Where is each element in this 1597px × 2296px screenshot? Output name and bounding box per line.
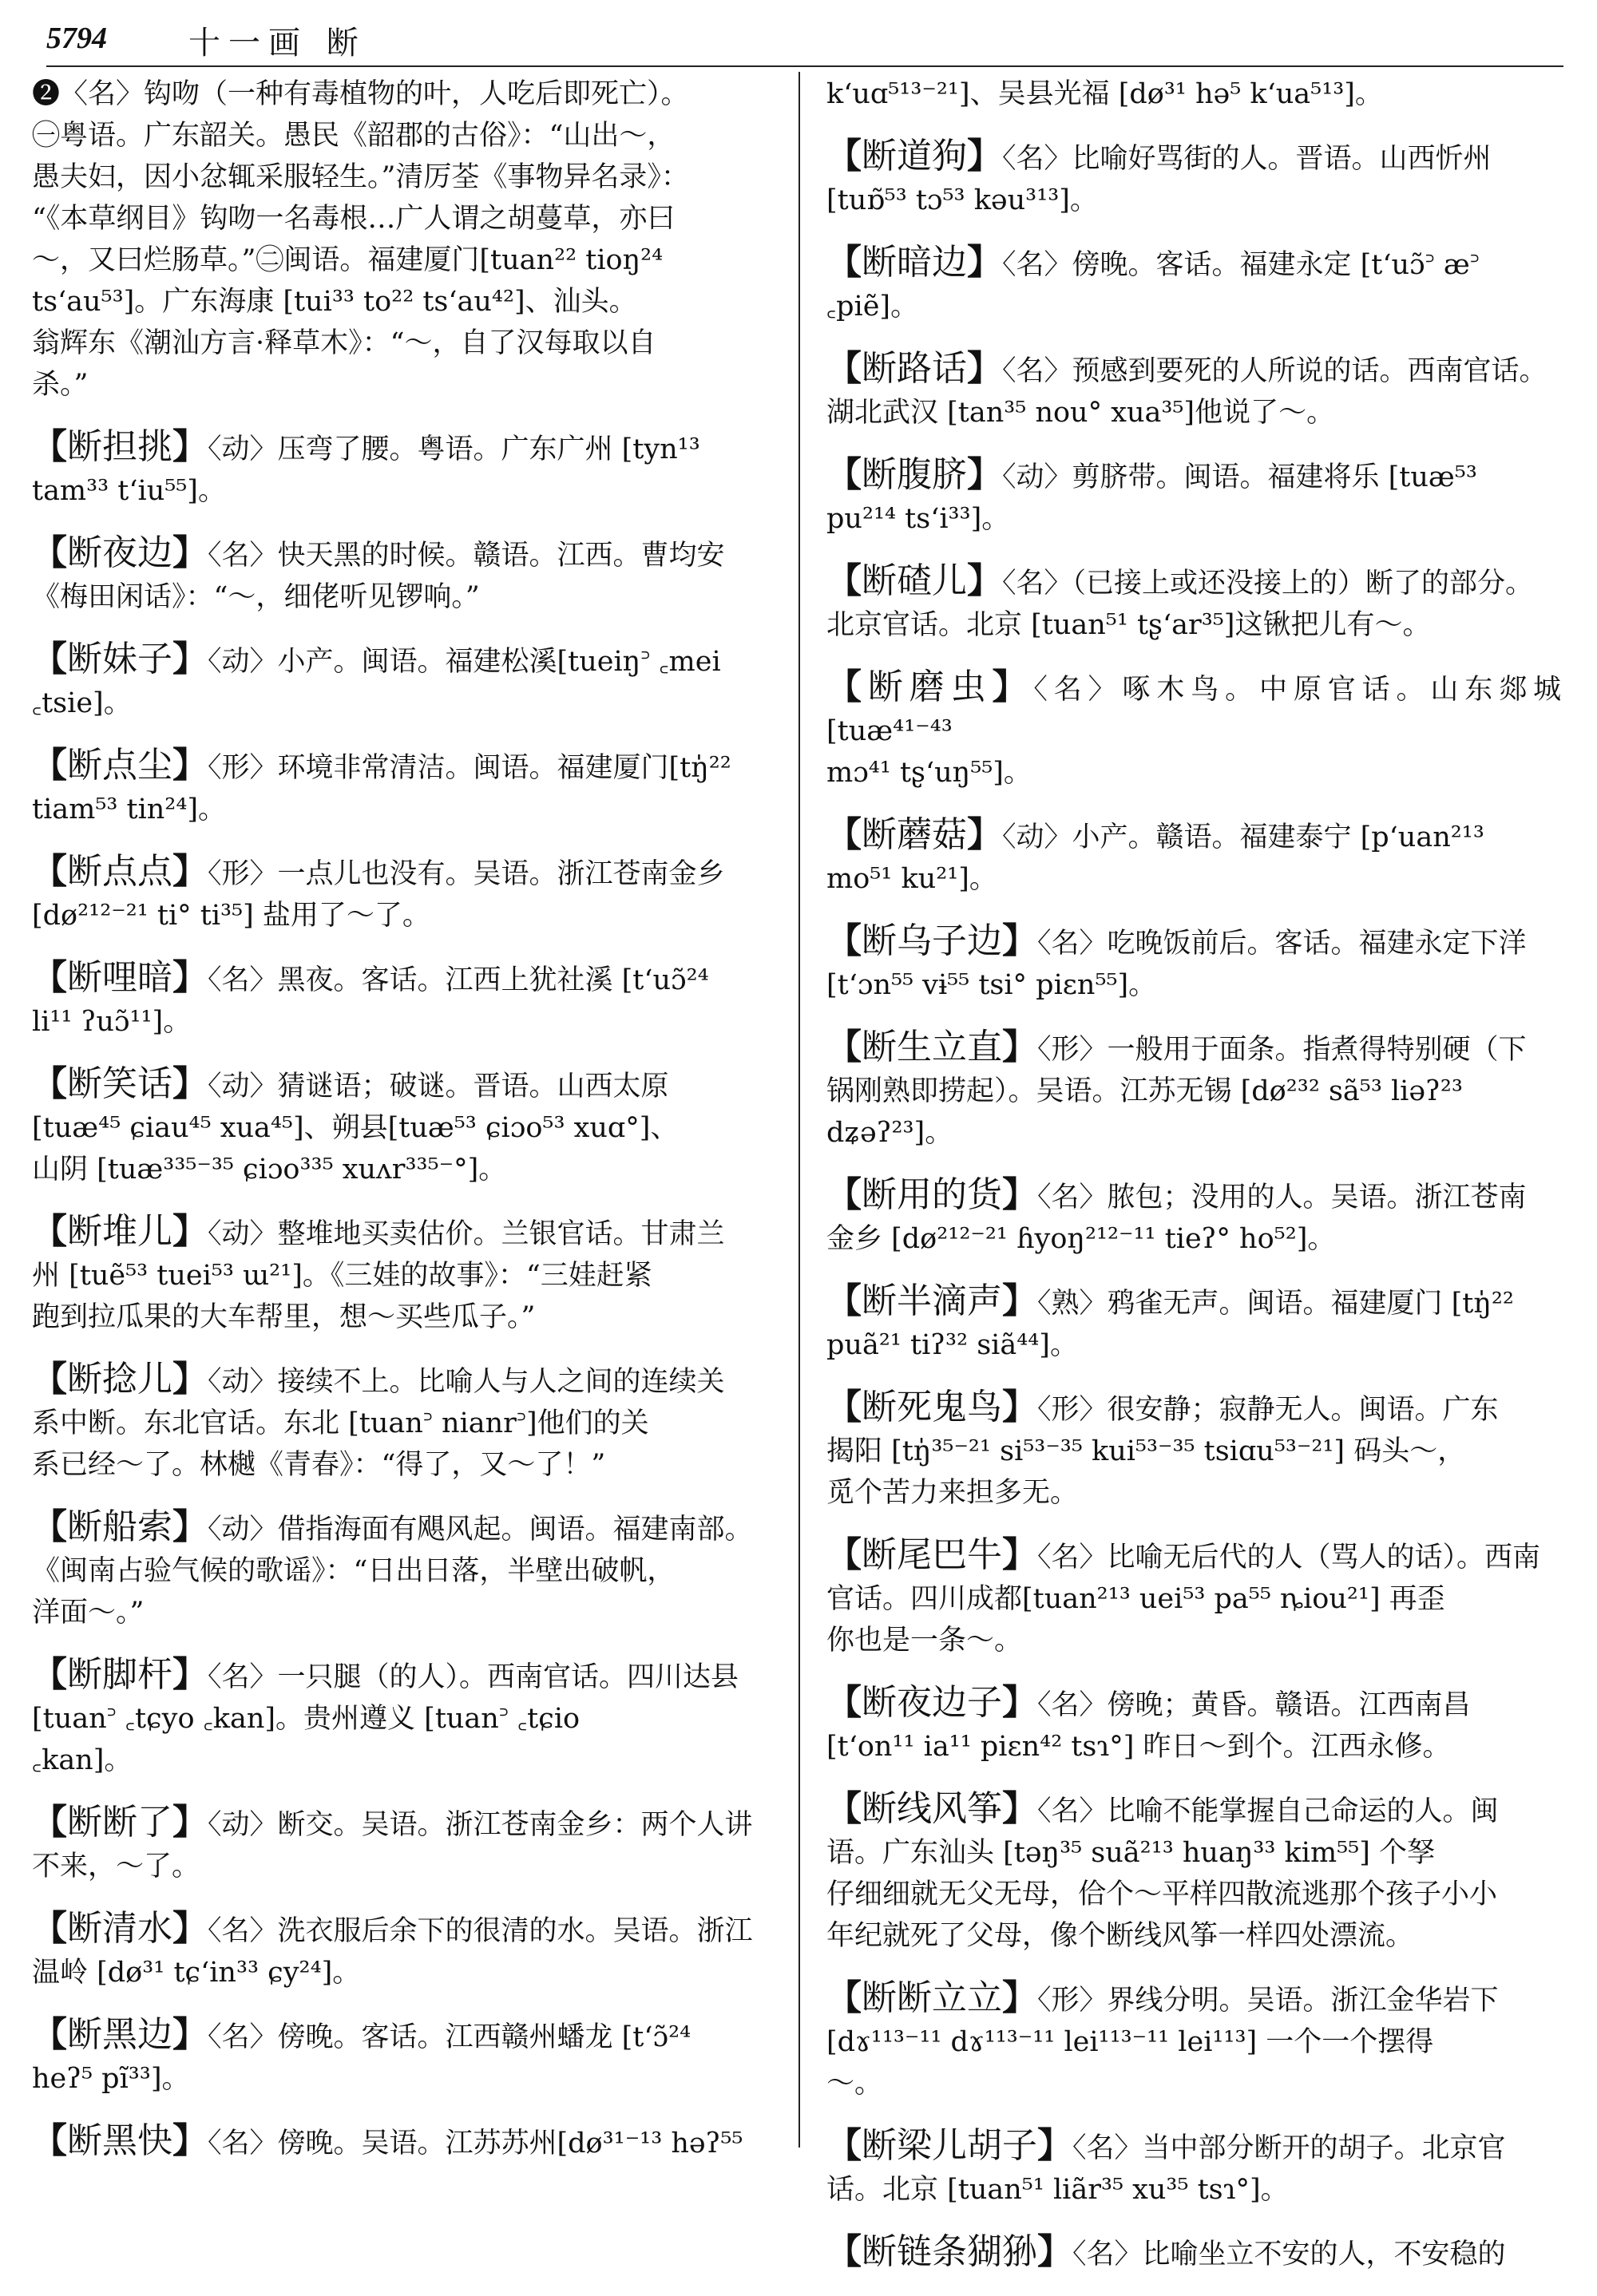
entry-text: 州 [tuẽ⁵³ tuei⁵³ ɯ²¹]。《三娃的故事》：“三娃赶紧 bbox=[32, 1260, 652, 1292]
headword-text: 断捻儿 bbox=[67, 1359, 172, 1399]
dictionary-entry bbox=[826, 1174, 1561, 1260]
entry-text: 金乡 [dø²¹²⁻²¹ ɦyoŋ²¹²⁻¹¹ tieʔ° ho⁵²]。 bbox=[826, 1223, 1336, 1255]
entry-line bbox=[826, 1281, 1561, 1324]
dictionary-entry bbox=[32, 1802, 767, 1887]
entry-text: 〈动〉小产。闽语。福建松溪[tueiŋ꜄ ꜀mei bbox=[208, 646, 721, 678]
headword: 【断尾巴牛】 bbox=[826, 1534, 1037, 1575]
entry-text: mɔ⁴¹ tʂ‘uŋ⁵⁵]。 bbox=[826, 757, 1032, 789]
entry-line bbox=[32, 1698, 767, 1740]
entry-line bbox=[32, 1952, 767, 1993]
headword-text: 断夜边 bbox=[67, 532, 172, 573]
entry-text: 山阴 [tuæ³³⁵⁻³⁵ ɕiɔo³³⁵ xuʌr³³⁵⁻°]。 bbox=[32, 1154, 507, 1186]
headword-text: 断担挑 bbox=[67, 426, 172, 467]
entry-text: 锅刚熟即捞起）。吴语。江苏无锡 [dø²³² sã⁵³ liəʔ²³ bbox=[826, 1075, 1463, 1107]
entry-line bbox=[32, 1654, 767, 1698]
headword: 【断道狗】 bbox=[826, 136, 1002, 176]
dictionary-entry bbox=[826, 73, 1561, 115]
entry-text: [tuan꜄ ꜀tɕyo ꜀kan]。贵州遵义 [tuan꜄ ꜀tɕio bbox=[32, 1703, 581, 1735]
entry-line bbox=[32, 1255, 767, 1296]
headword: 【断笑话】 bbox=[32, 1063, 208, 1104]
entry-text: ꜀kan]。 bbox=[32, 1744, 133, 1776]
entry-line bbox=[826, 1027, 1561, 1071]
entry-text: pu²¹⁴ ts‘i³³]。 bbox=[826, 503, 1010, 535]
dictionary-entry bbox=[826, 667, 1561, 794]
headword-text: 断笑话 bbox=[67, 1063, 172, 1104]
dictionary-entry bbox=[826, 1387, 1561, 1514]
entry-text: 洋面～。” bbox=[32, 1597, 145, 1629]
entry-line bbox=[32, 576, 767, 618]
headword: 【断断立立】 bbox=[826, 1977, 1037, 2018]
entry-line bbox=[826, 1534, 1561, 1578]
headword: 【断用的货】 bbox=[826, 1174, 1037, 1215]
dictionary-entry bbox=[32, 1506, 767, 1633]
headword-text: 断半滴声 bbox=[862, 1281, 1002, 1321]
dictionary-entry bbox=[32, 745, 767, 830]
headword-text: 断黑快 bbox=[67, 2120, 172, 2161]
dictionary-entry bbox=[32, 2120, 767, 2164]
entry-text: 翁辉东《潮汕方言·释草木》：“～，自了汉每取以自 bbox=[32, 327, 656, 359]
entry-text: 〈名〉傍晚。客话。江西赣州蟠龙 [t‘ɔ̃²⁴ bbox=[208, 2021, 692, 2053]
entry-line bbox=[32, 73, 767, 115]
dictionary-entry bbox=[826, 1281, 1561, 1366]
headword-text: 断用的货 bbox=[862, 1174, 1002, 1215]
dictionary-entry bbox=[32, 1908, 767, 1993]
entry-text: ㊀粤语。广东韶关。愚民《韶郡的古俗》：“山出～， bbox=[32, 120, 676, 152]
headword-text: 断暗边 bbox=[862, 242, 967, 283]
entry-line bbox=[32, 683, 767, 724]
headword: 【断堆儿】 bbox=[32, 1211, 208, 1252]
entry-line bbox=[32, 1550, 767, 1592]
headword-text: 断道狗 bbox=[862, 136, 967, 176]
entry-text: 你也是一条～。 bbox=[826, 1625, 1023, 1657]
dictionary-entry bbox=[826, 1788, 1561, 1957]
entry-line bbox=[32, 1063, 767, 1107]
entry-text: 揭阳 [tŋ̍³⁵⁻²¹ si⁵³⁻³⁵ kui⁵³⁻³⁵ tsiɑu⁵³⁻²¹] 码头～， bbox=[826, 1435, 1466, 1467]
entry-line bbox=[32, 1846, 767, 1887]
entry-text: 〈名〉比喻无后代的人（骂人的话）。西南 bbox=[1037, 1542, 1541, 1574]
entry-line bbox=[826, 1324, 1561, 1366]
dictionary-entry bbox=[826, 560, 1561, 646]
entry-text: 〈名〉快天黑的时候。赣语。江西。曹均安 bbox=[208, 540, 725, 572]
headword: 【断路话】 bbox=[826, 348, 1002, 389]
entry-line bbox=[826, 1431, 1561, 1472]
entry-line bbox=[826, 136, 1561, 180]
headword: 【断黑边】 bbox=[32, 2014, 208, 2055]
headword-text: 断死鬼鸟 bbox=[862, 1387, 1002, 1427]
entry-text: 跑到拉瓜果的大车帮里，想～买些瓜子。” bbox=[32, 1301, 536, 1333]
entry-line bbox=[826, 498, 1561, 540]
entry-line bbox=[32, 851, 767, 895]
entry-text: tam³³ t‘iu⁵⁵]。 bbox=[32, 475, 226, 507]
entry-text: ❷〈名〉钩吻（一种有毒植物的叶，人吃后即死亡）。 bbox=[32, 78, 689, 110]
dictionary-entry bbox=[32, 532, 767, 618]
entry-line bbox=[826, 348, 1561, 392]
entry-text: mo⁵¹ ku²¹]。 bbox=[826, 863, 997, 895]
entry-line bbox=[826, 1387, 1561, 1431]
headword-text: 断哩暗 bbox=[67, 957, 172, 998]
entry-text: 系已经～了。林樾《青春》：“得了，又～了！” bbox=[32, 1449, 606, 1481]
entry-text: 〈动〉剪脐带。闽语。福建将乐 [tuæ⁵³ bbox=[1002, 461, 1477, 493]
entry-line bbox=[32, 532, 767, 576]
entry-line bbox=[32, 281, 767, 323]
headword-text: 断堆儿 bbox=[67, 1211, 172, 1252]
dictionary-entry bbox=[826, 136, 1561, 221]
entry-line bbox=[826, 2021, 1561, 2063]
entry-text: 〈名〉傍晚。吴语。江苏苏州[dø³¹⁻¹³ həʔ⁵⁵ bbox=[208, 2128, 743, 2159]
entry-line bbox=[32, 1149, 767, 1190]
entry-line bbox=[826, 1620, 1561, 1661]
headword: 【断夜边】 bbox=[32, 532, 208, 573]
entry-text: “《本草纲目》钩吻一名毒根…广人谓之胡蔓草，亦曰 bbox=[32, 203, 676, 235]
entry-text: tiam⁵³ tin²⁴]。 bbox=[32, 794, 227, 825]
entry-text: 《闽南占验气候的歌谣》：“日出日落，半壁出破帆， bbox=[32, 1555, 676, 1587]
entry-text: [tuæ⁴⁵ ɕiau⁴⁵ xua⁴⁵]、朔县[tuæ⁵³ ɕiɔo⁵³ xuɑ°]、 bbox=[32, 1112, 679, 1144]
entry-line bbox=[826, 1112, 1561, 1154]
entry-text: 〈动〉猜谜语；破谜。晋语。山西太原 bbox=[208, 1071, 669, 1102]
entry-text: 〈熟〉鸦雀无声。闽语。福建厦门 [tŋ̍²² bbox=[1037, 1288, 1514, 1320]
entry-text: 不来，～了。 bbox=[32, 1851, 200, 1882]
entry-text: 〈动〉小产。赣语。福建泰宁 [p‘uan²¹³ bbox=[1002, 821, 1484, 853]
headword: 【断腹脐】 bbox=[826, 454, 1002, 495]
dictionary-entry bbox=[32, 639, 767, 724]
left-column bbox=[32, 73, 767, 2185]
entry-line bbox=[826, 2125, 1561, 2169]
entry-line bbox=[826, 858, 1561, 900]
entry-text: 温岭 [dø³¹ tɕ‘in³³ ɕy²⁴]。 bbox=[32, 1957, 361, 1989]
headword: 【断磨虫】 bbox=[826, 667, 1034, 707]
entry-line bbox=[826, 814, 1561, 858]
headword-text: 断生立直 bbox=[862, 1027, 1002, 1067]
entry-text: 〈名〉预感到要死的人所说的话。西南官话。 bbox=[1002, 355, 1547, 387]
entry-text: 〈名〉啄木鸟。中原官话。山东郯城[tuæ⁴¹⁻⁴³ bbox=[826, 674, 1561, 747]
entry-text: 〈形〉界线分明。吴语。浙江金华岩下 bbox=[1037, 1985, 1499, 2017]
entry-text: 〈动〉断交。吴语。浙江苍南金乡：两个人讲 bbox=[208, 1809, 753, 1841]
entry-line bbox=[32, 1107, 767, 1149]
entry-text: 〈名〉（已接上或还没接上的）断了的部分。 bbox=[1002, 568, 1534, 600]
dictionary-entry bbox=[32, 1063, 767, 1190]
entry-line bbox=[32, 957, 767, 1001]
headword-text: 断碴儿 bbox=[862, 560, 967, 601]
entry-text: [t‘on¹¹ ia¹¹ piɛn⁴² tsɿ°] 昨日～到个。江西永修。 bbox=[826, 1731, 1451, 1763]
entry-text: ꜀tsie]。 bbox=[32, 687, 132, 719]
entry-line bbox=[32, 1506, 767, 1550]
headword-text: 断妹子 bbox=[67, 639, 172, 679]
entry-line bbox=[826, 920, 1561, 964]
entry-text: [dø²¹²⁻²¹ ti° ti³⁵] 盐用了～了。 bbox=[32, 900, 430, 932]
entry-text: 〈名〉当中部分断开的胡子。北京官 bbox=[1072, 2132, 1506, 2164]
entry-text: k‘uɑ⁵¹³⁻²¹]、吴县光福 [dø³¹ hə⁵ k‘ua⁵¹³]。 bbox=[826, 78, 1383, 110]
headword: 【断暗边】 bbox=[826, 242, 1002, 283]
entry-line bbox=[826, 1174, 1561, 1218]
entry-line bbox=[826, 560, 1561, 604]
entry-line bbox=[32, 1001, 767, 1043]
page-header bbox=[46, 14, 1563, 62]
entry-text: 〈名〉一只腿（的人）。西南官话。四川达县 bbox=[208, 1661, 739, 1693]
entry-line bbox=[32, 789, 767, 830]
entry-text: ～。 bbox=[826, 2068, 883, 2100]
entry-text: 〈名〉脓包；没用的人。吴语。浙江苍南 bbox=[1037, 1182, 1527, 1213]
headword-text: 断点尘 bbox=[67, 745, 172, 786]
entry-text: 〈名〉吃晚饭前后。客话。福建永定下洋 bbox=[1037, 928, 1527, 960]
entry-line bbox=[32, 1908, 767, 1952]
headword: 【断线风筝】 bbox=[826, 1788, 1037, 1829]
entry-line bbox=[32, 198, 767, 239]
dictionary-entry bbox=[826, 348, 1561, 433]
entry-text: 《梅田闲话》：“～，细佬听见锣响。” bbox=[32, 581, 480, 613]
entry-text: [t‘ɔn⁵⁵ vɨ⁵⁵ tsi° piɛn⁵⁵]。 bbox=[826, 969, 1157, 1001]
entry-line bbox=[32, 426, 767, 470]
headword: 【断捻儿】 bbox=[32, 1359, 208, 1399]
entry-line bbox=[826, 2169, 1561, 2211]
headword-text: 断黑边 bbox=[67, 2014, 172, 2055]
entry-text: 〈名〉洗衣服后余下的很清的水。吴语。浙江 bbox=[208, 1915, 753, 1947]
page-number: 5794 bbox=[46, 22, 107, 55]
entry-line bbox=[826, 180, 1561, 221]
dictionary-entry bbox=[32, 2014, 767, 2100]
headword-text: 断点点 bbox=[67, 851, 172, 892]
entry-line bbox=[32, 1444, 767, 1486]
headword: 【断船索】 bbox=[32, 1506, 208, 1547]
entry-text: 〈形〉很安静；寂静无人。闽语。广东 bbox=[1037, 1394, 1499, 1426]
headword-text: 断断立立 bbox=[862, 1977, 1002, 2018]
headword-text: 断清水 bbox=[67, 1908, 172, 1949]
entry-text: 〈动〉压弯了腰。粤语。广东广州 [tyn¹³ bbox=[208, 433, 700, 465]
entry-line bbox=[826, 286, 1561, 327]
dictionary-entry bbox=[826, 2231, 1561, 2275]
headword: 【断点点】 bbox=[32, 851, 208, 892]
dictionary-entry bbox=[32, 957, 767, 1043]
dictionary-entry bbox=[32, 1654, 767, 1781]
entry-text: 觅个苦力来担多无。 bbox=[826, 1477, 1079, 1509]
entry-line bbox=[32, 1802, 767, 1846]
entry-line bbox=[826, 752, 1561, 794]
headword-text: 断梁儿胡子 bbox=[862, 2125, 1037, 2166]
entry-line bbox=[826, 604, 1561, 646]
entry-text: 〈名〉黑夜。客话。江西上犹社溪 [t‘uɔ̃²⁴ bbox=[208, 964, 709, 996]
section-title: 十一画 断 bbox=[188, 25, 367, 61]
entry-line bbox=[32, 2120, 767, 2164]
entry-line bbox=[32, 323, 767, 364]
entry-line bbox=[32, 639, 767, 683]
entry-line bbox=[826, 1071, 1561, 1112]
headword: 【断生立直】 bbox=[826, 1027, 1037, 1067]
entry-text: 〈形〉一般用于面条。指煮得特别硬（下 bbox=[1037, 1034, 1527, 1066]
entry-line bbox=[32, 1403, 767, 1444]
entry-text: 〈名〉傍晚。客话。福建永定 [t‘uɔ̃꜄ æ꜄ bbox=[1002, 249, 1480, 281]
headword-text: 断腹脐 bbox=[862, 454, 967, 495]
entry-line bbox=[32, 364, 767, 406]
headword-text: 断线风筝 bbox=[862, 1788, 1002, 1829]
entry-line bbox=[826, 1726, 1561, 1768]
headword: 【断碴儿】 bbox=[826, 560, 1002, 601]
entry-text: [dɤ¹¹³⁻¹¹ dɤ¹¹³⁻¹¹ lei¹¹³⁻¹¹ lei¹¹³] 一个一个摆得 bbox=[826, 2026, 1434, 2058]
dictionary-entry bbox=[826, 2125, 1561, 2211]
entry-line bbox=[826, 1578, 1561, 1620]
headword: 【断半滴声】 bbox=[826, 1281, 1037, 1321]
headword-text: 断断了 bbox=[67, 1802, 172, 1843]
entry-line bbox=[826, 2231, 1561, 2275]
entry-text: 杀。” bbox=[32, 369, 89, 401]
entry-line bbox=[826, 1218, 1561, 1260]
dictionary-entry bbox=[826, 1977, 1561, 2104]
dictionary-entry bbox=[826, 814, 1561, 900]
headword-text: 断蘑菇 bbox=[862, 814, 967, 855]
headword: 【断脚杆】 bbox=[32, 1654, 208, 1695]
entry-text: 〈名〉傍晚；黄昏。赣语。江西南昌 bbox=[1037, 1689, 1471, 1721]
entry-text: 〈名〉比喻不能掌握自己命运的人。闽 bbox=[1037, 1795, 1499, 1827]
entry-text: 〈形〉环境非常清洁。闽语。福建厦门[tŋ̍²² bbox=[208, 752, 731, 784]
entry-line bbox=[826, 1682, 1561, 1726]
headword: 【断乌子边】 bbox=[826, 920, 1037, 961]
dictionary-entry bbox=[32, 426, 767, 512]
entry-text: 〈动〉接续不上。比喻人与人之间的连续关 bbox=[208, 1366, 725, 1398]
entry-text: 〈动〉借指海面有飓风起。闽语。福建南部。 bbox=[208, 1514, 753, 1546]
entry-text: 〈名〉比喻坐立不安的人，不安稳的 bbox=[1072, 2239, 1506, 2270]
headword-text: 断船索 bbox=[67, 1506, 172, 1547]
headword: 【断梁儿胡子】 bbox=[826, 2125, 1072, 2166]
entry-text: ts‘au⁵³]。广东海康 [tui³³ to²² ts‘au⁴²]、汕头。 bbox=[32, 286, 637, 318]
entry-line bbox=[826, 2063, 1561, 2104]
entry-text: ꜀piẽ]。 bbox=[826, 291, 919, 323]
entry-text: 愚夫妇，因小忿辄采服轻生。”清厉荃《事物异名录》： bbox=[32, 161, 689, 193]
dictionary-entry bbox=[826, 454, 1561, 540]
entry-text: heʔ⁵ pĩ³³]。 bbox=[32, 2063, 190, 2095]
entry-line bbox=[32, 1296, 767, 1338]
headword: 【断夜边子】 bbox=[826, 1682, 1037, 1723]
entry-line bbox=[32, 1740, 767, 1781]
entry-line bbox=[826, 242, 1561, 286]
entry-line bbox=[826, 1832, 1561, 1874]
dictionary-entry bbox=[32, 1359, 767, 1486]
entry-line bbox=[826, 392, 1561, 433]
entry-line bbox=[32, 470, 767, 512]
entry-text: 仔细细就无父无母，佮个～平样四散流逃那个孩子小小 bbox=[826, 1878, 1498, 1910]
entry-line bbox=[32, 1211, 767, 1255]
entry-line bbox=[32, 2058, 767, 2100]
entry-text: 〈动〉整堆地买卖估价。兰银官话。甘肃兰 bbox=[208, 1218, 725, 1250]
dictionary-entry bbox=[826, 1534, 1561, 1661]
entry-line bbox=[32, 895, 767, 936]
headword-text: 断链条猢狲 bbox=[862, 2231, 1037, 2272]
entry-text: puã²¹ tiʔ³² siã⁴⁴]。 bbox=[826, 1329, 1078, 1361]
entry-line bbox=[32, 239, 767, 281]
headword: 【断哩暗】 bbox=[32, 957, 208, 998]
dictionary-entry bbox=[826, 1682, 1561, 1768]
entry-text: 〈形〉一点儿也没有。吴语。浙江苍南金乡 bbox=[208, 858, 725, 890]
entry-line bbox=[826, 1915, 1561, 1957]
header-rule bbox=[46, 65, 1563, 67]
dictionary-entry bbox=[826, 920, 1561, 1006]
entry-text: 系中断。东北官话。东北 [tuan꜄ nianr꜄]他们的关 bbox=[32, 1407, 649, 1439]
dictionary-entry bbox=[826, 242, 1561, 327]
entry-line bbox=[826, 73, 1561, 115]
entry-text: 语。广东汕头 [təŋ³⁵ suã²¹³ huaŋ³³ kim⁵⁵] 个孥 bbox=[826, 1837, 1435, 1869]
entry-line bbox=[32, 2014, 767, 2058]
entry-text: li¹¹ ʔuɔ̃¹¹]。 bbox=[32, 1006, 192, 1038]
entry-text: 年纪就死了父母，像个断线风筝一样四处漂流。 bbox=[826, 1920, 1414, 1952]
entry-text: ～，又曰烂肠草。”㊁闽语。福建厦门[tuan²² tioŋ²⁴ bbox=[32, 244, 664, 276]
headword: 【断担挑】 bbox=[32, 426, 208, 467]
headword: 【断死鬼鸟】 bbox=[826, 1387, 1037, 1427]
entry-text: 官话。四川成都[tuan²¹³ uei⁵³ pa⁵⁵ ȵiou²¹] 再歪 bbox=[826, 1583, 1445, 1615]
entry-text: 话。北京 [tuan⁵¹ liãr³⁵ xu³⁵ tsɿ°]。 bbox=[826, 2174, 1289, 2206]
entry-line bbox=[32, 115, 767, 156]
entry-text: [tuɒ̃⁵³ tɔ⁵³ kəu³¹³]。 bbox=[826, 184, 1098, 216]
entry-text: 北京官话。北京 [tuan⁵¹ tʂ‘ar³⁵]这锹把儿有～。 bbox=[826, 609, 1431, 641]
headword-text: 断磨虫 bbox=[867, 667, 993, 707]
entry-text: 〈名〉比喻好骂街的人。晋语。山西忻州 bbox=[1002, 143, 1492, 175]
headword-text: 断脚杆 bbox=[67, 1654, 172, 1695]
entry-line bbox=[32, 745, 767, 789]
dictionary-entry bbox=[32, 73, 767, 406]
headword: 【断点尘】 bbox=[32, 745, 208, 786]
entry-line bbox=[32, 1359, 767, 1403]
right-column bbox=[826, 73, 1561, 2296]
dictionary-entry bbox=[826, 1027, 1561, 1154]
entry-line bbox=[32, 1592, 767, 1633]
entry-line bbox=[826, 1788, 1561, 1832]
headword: 【断链条猢狲】 bbox=[826, 2231, 1072, 2272]
entry-text: 湖北武汉 [tan³⁵ nou° xua³⁵]他说了～。 bbox=[826, 397, 1335, 429]
dictionary-entry bbox=[32, 1211, 767, 1338]
headword: 【断蘑菇】 bbox=[826, 814, 1002, 855]
entry-line bbox=[826, 1472, 1561, 1514]
entry-line bbox=[32, 156, 767, 198]
headword-text: 断路话 bbox=[862, 348, 967, 389]
headword: 【断断了】 bbox=[32, 1802, 208, 1843]
entry-line bbox=[826, 454, 1561, 498]
headword-text: 断夜边子 bbox=[862, 1682, 1002, 1723]
headword: 【断妹子】 bbox=[32, 639, 208, 679]
column-divider bbox=[798, 72, 800, 2148]
headword-text: 断乌子边 bbox=[862, 920, 1002, 961]
dictionary-entry bbox=[32, 851, 767, 936]
entry-text: dʑəʔ²³]。 bbox=[826, 1117, 953, 1149]
entry-line bbox=[826, 1977, 1561, 2021]
entry-line bbox=[826, 667, 1561, 752]
headword: 【断黑快】 bbox=[32, 2120, 208, 2161]
entry-line bbox=[826, 1874, 1561, 1915]
headword-text: 断尾巴牛 bbox=[862, 1534, 1002, 1575]
headword: 【断清水】 bbox=[32, 1908, 208, 1949]
entry-line bbox=[826, 964, 1561, 1006]
